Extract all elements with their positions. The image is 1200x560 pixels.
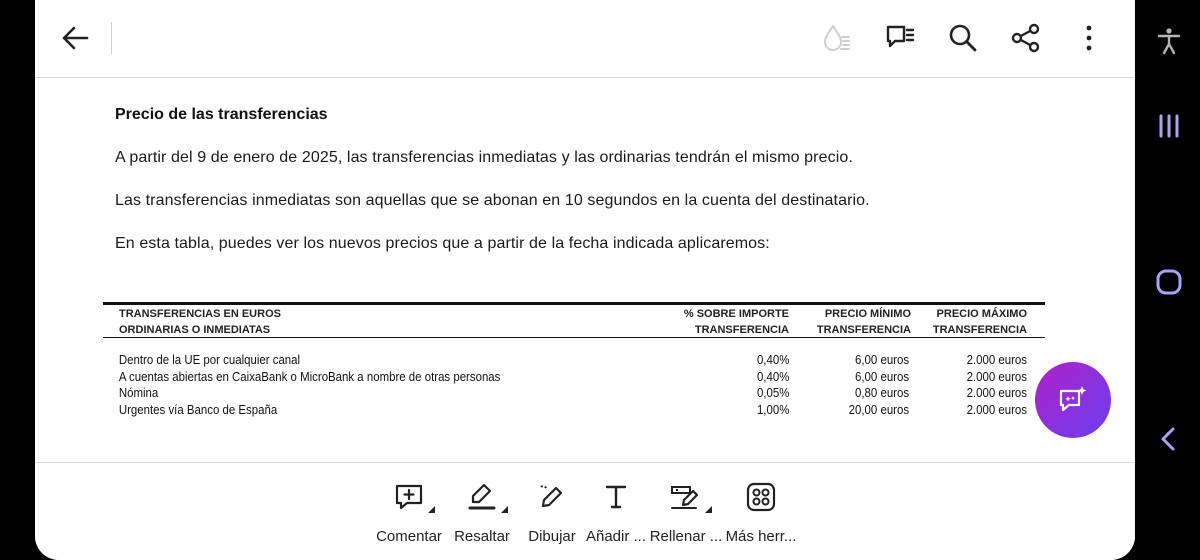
tool-options-caret — [705, 506, 712, 513]
liquid-mode-icon[interactable] — [817, 18, 857, 58]
header-concept — [119, 306, 281, 338]
tool-options-caret — [501, 506, 508, 513]
paragraph: A partir del 9 de enero de 2025, las transferencias inmediatas y las ordinarias tendrán el mismo precio. — [115, 149, 853, 166]
share-icon[interactable] — [1006, 18, 1046, 58]
cell-concept: Nómina — [118, 385, 159, 400]
fill-sign-tool[interactable] — [649, 477, 723, 547]
highlight-tool[interactable] — [449, 477, 515, 547]
ai-chat-sparkle-icon — [1056, 383, 1090, 417]
comment-add-icon — [389, 477, 429, 517]
table-body — [103, 352, 1045, 418]
header-max-price — [923, 306, 1027, 338]
recent-apps-icon[interactable] — [1151, 108, 1187, 144]
comments-list-icon[interactable] — [880, 18, 920, 58]
system-navigation-bar — [1135, 0, 1200, 560]
cell-min: 20,00 euros — [848, 401, 910, 417]
header-text: PRECIO MÍNIMO — [824, 308, 911, 320]
more-vertical-icon[interactable] — [1069, 18, 1109, 58]
add-text-tool[interactable] — [583, 477, 649, 547]
back-icon[interactable] — [1151, 421, 1187, 457]
highlighter-icon — [462, 477, 502, 517]
cell-percent: 0,40% — [756, 352, 790, 367]
header-text: TRANSFERENCIA — [694, 324, 789, 336]
cell-percent: 0,05% — [756, 385, 790, 400]
paragraph: En esta tabla, puedes ver los nuevos precios que a partir de la fecha indicada aplicaremos: — [115, 235, 770, 252]
tool-label: Dibujar — [528, 528, 576, 545]
header-percent — [663, 306, 789, 338]
cell-percent: 1,00% — [756, 401, 790, 417]
cell-min: 0,80 euros — [855, 385, 910, 400]
document-page[interactable] — [35, 78, 1135, 462]
table-row — [103, 385, 1045, 402]
add-text-icon — [596, 477, 636, 517]
tool-label: Más herr... — [725, 528, 797, 545]
more-tools-grid-icon — [741, 477, 781, 517]
cell-percent: 0,40% — [756, 368, 790, 384]
table-row — [103, 369, 1045, 386]
toolbar-divider — [111, 22, 112, 54]
more-tools[interactable] — [723, 477, 799, 547]
header-text: TRANSFERENCIA — [816, 324, 911, 336]
header-text: TRANSFERENCIAS EN EUROS — [119, 308, 281, 320]
fill-sign-icon — [666, 477, 706, 517]
accessibility-icon[interactable] — [1151, 23, 1187, 59]
header-text: % SOBRE IMPORTE — [683, 308, 789, 320]
cell-concept: A cuentas abiertas en CaixaBank o MicroBank a nombre de otras personas — [118, 368, 501, 384]
bottom-toolbar — [35, 462, 1135, 560]
tool-label: Rellenar ... — [649, 528, 723, 545]
table-row — [103, 352, 1045, 369]
search-icon[interactable] — [943, 18, 983, 58]
top-toolbar — [35, 0, 1135, 78]
document-heading: Precio de las transferencias — [115, 106, 328, 123]
cell-max: 2.000 euros — [966, 352, 1027, 367]
tool-label: Comentar — [376, 528, 442, 545]
cell-max: 2.000 euros — [966, 401, 1027, 417]
cell-max: 2.000 euros — [966, 385, 1027, 400]
cell-min: 6,00 euros — [855, 352, 910, 367]
cell-max: 2.000 euros — [966, 368, 1027, 384]
tool-label: Añadir ... — [585, 528, 647, 545]
cell-min: 6,00 euros — [855, 368, 910, 384]
back-arrow-icon[interactable] — [57, 20, 93, 56]
draw-tool[interactable] — [523, 477, 581, 547]
draw-pen-icon — [532, 477, 572, 517]
tool-label: Resaltar — [454, 528, 510, 545]
cell-concept: Dentro de la UE por cualquier canal — [118, 352, 301, 367]
home-icon[interactable] — [1151, 264, 1187, 300]
paragraph: Las transferencias inmediatas son aquellas que se abonan en 10 segundos en la cuenta del destinatario. — [115, 192, 870, 209]
header-text: ORDINARIAS O INMEDIATAS — [119, 324, 271, 336]
header-min-price — [803, 306, 911, 338]
header-text: TRANSFERENCIA — [932, 324, 1027, 336]
comment-tool[interactable] — [373, 477, 445, 547]
ai-assistant-button[interactable] — [1035, 362, 1111, 438]
table-row — [103, 402, 1045, 419]
table-header — [103, 305, 1045, 337]
prices-table — [103, 302, 1045, 418]
tool-options-caret — [428, 506, 435, 513]
cell-concept: Urgentes vía Banco de España — [118, 401, 278, 417]
app-window — [35, 0, 1135, 560]
header-text: PRECIO MÁXIMO — [936, 308, 1027, 320]
